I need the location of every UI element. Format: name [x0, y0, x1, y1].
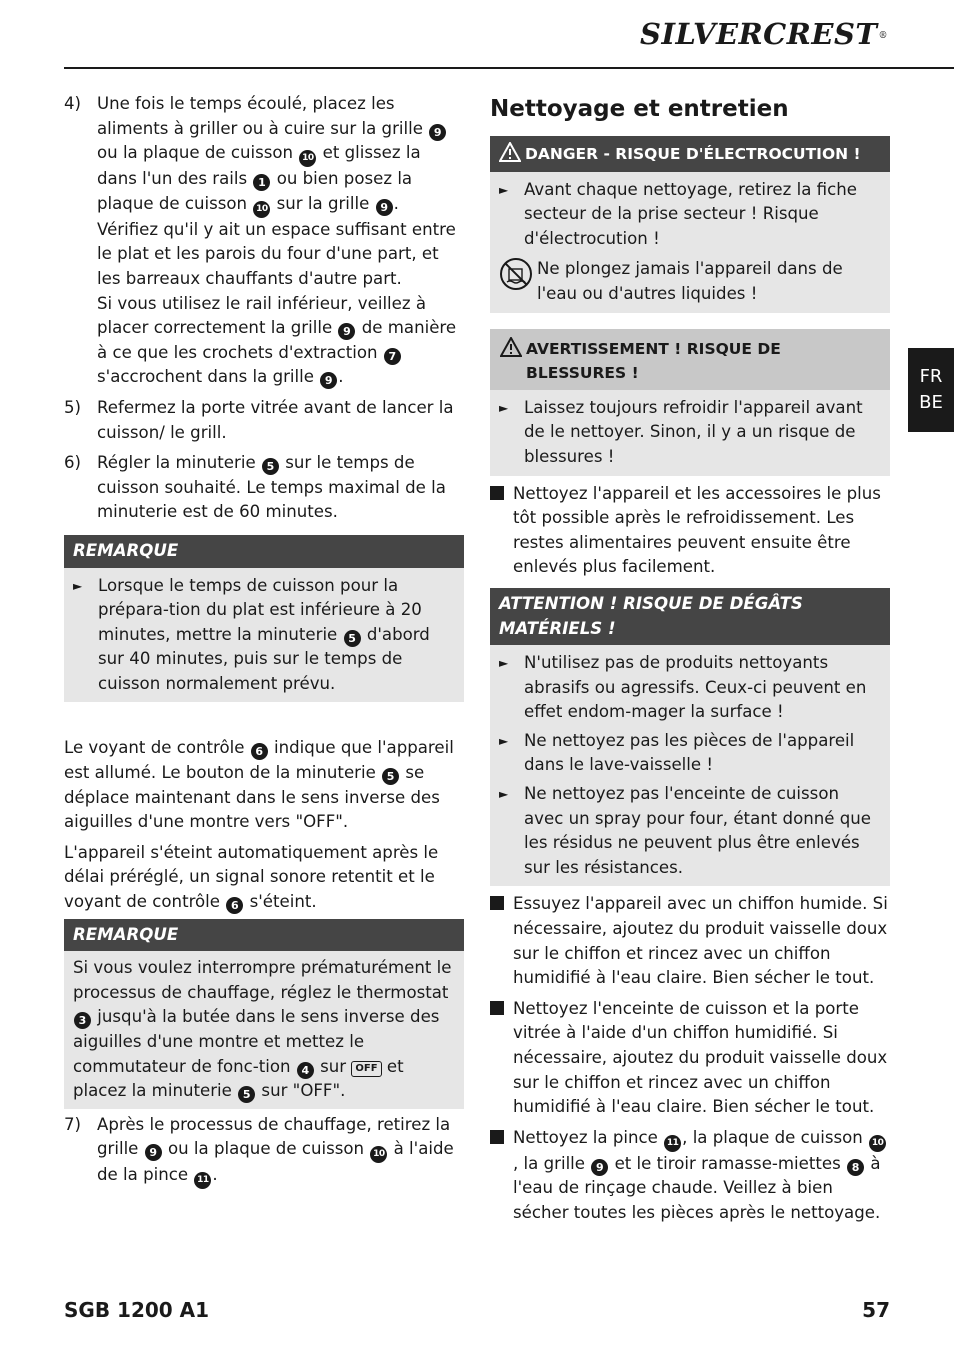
lang-fr: FR [919, 366, 943, 387]
arrow-bullet-icon: ► [73, 578, 83, 593]
danger-bullet: ► Avant chaque nettoyage, retirez la fiche secteur de la prise secteur ! Risque d'électrocution ! [499, 178, 881, 252]
arrow-bullet-icon: ► [499, 400, 509, 415]
no-immerse-row: Ne plongez jamais l'appareil dans de l'eau ou d'autres liquides ! [499, 257, 881, 306]
attention-bullet: ► N'utilisez pas de produits nettoyants abrasifs ou agressifs. Ceux-ci peuvent en effet endom-mager la surface ! [499, 651, 881, 725]
ref-badge: 5 [344, 630, 361, 647]
step-7: 7) Après le processus de chauffage, retirez la grille 9 ou la plaque de cuisson 10 à l'aide de la pince 11 . [64, 1113, 464, 1190]
paragraph-auto-off: L'appareil s'éteint automatiquement après le délai préréglé, un signal sonore retentit et le voyant de contrôle 6 s'éteint. [64, 842, 439, 913]
ref-badge: 9 [320, 372, 337, 389]
page-number: 57 [862, 1298, 890, 1322]
language-tab [908, 348, 954, 432]
no-immerse-icon [499, 257, 537, 306]
ref-badge: 1 [253, 174, 270, 191]
attention-bullet: ► Ne nettoyez pas les pièces de l'appareil dans le lave-vaisselle ! [499, 729, 881, 778]
ref-badge: 9 [591, 1159, 608, 1176]
step-4-check: Vérifiez qu'il y ait un espace suffisant entre le plat et les parois du four d'une part, et les barreaux chauffants d'autre part. [97, 219, 456, 288]
ref-badge: 6 [251, 743, 268, 760]
ref-badge: 11 [194, 1172, 211, 1189]
warning-bullet: ► Laissez toujours refroidir l'appareil avant de le nettoyer. Sinon, il y a un risque de blessures ! [499, 396, 881, 470]
ref-badge: 5 [262, 458, 279, 475]
arrow-bullet-icon: ► [499, 787, 509, 802]
square-bullet-icon [490, 997, 513, 1120]
list-item: Nettoyez l'enceinte de cuisson et la porte vitrée à l'aide d'un chiffon humidifié. Si nécessaire, ajoutez du produit vaisselle doux sur le chiffon et rincez avec un chiffon humidifié à l'eau claire. Bien sécher le tout. [490, 997, 890, 1120]
list-item: Nettoyez la pince 11 , la plaque de cuisson 10, la grille 9 et le tiroir ramasse-miettes 8 à l'eau de rinçage chaude. Veillez à bien sécher toutes les pièces après le nettoyage. [490, 1126, 890, 1226]
attention-bullet: ► Ne nettoyez pas l'enceinte de cuisson avec un spray pour four, étant donné que les résidus ne peuvent plus être enlevés sur les résistances. [499, 782, 881, 880]
step-4: 4) Une fois le temps écoulé, placez les aliments à griller ou à cuire sur la grille 9 ou la plaque de cuisson 10 et glissez la dans l'un des rails 1 ou bien posez la plaque de cuisson 10 sur la grille 9 . Vérifiez qu'il y ait un espace suffisant entre le plat et les parois du four d'une part, et les barreaux chauffants d'autre part. Si vous utilisez le rail inférieur, veillez à placer correctement la grille 9 de manière à ce que les crochets d'extraction 7 s'accrochent dans la grille 9 . [64, 92, 464, 390]
off-key-icon: OFF [351, 1061, 381, 1077]
square-bullet-icon [490, 892, 513, 990]
ref-badge: 4 [297, 1062, 314, 1079]
step-5: 5) Refermez la porte vitrée avant de lancer la cuisson/ le grill. [64, 397, 454, 442]
ref-badge: 10 [370, 1146, 387, 1163]
section-title: Nettoyage et entretien [490, 96, 789, 122]
note-box-1 [64, 535, 464, 703]
ref-badge: 5 [238, 1086, 255, 1103]
ref-badge: 5 [382, 768, 399, 785]
ref-badge: 10 [869, 1135, 886, 1152]
warning-triangle-icon [499, 142, 525, 170]
ref-badge: 9 [145, 1144, 162, 1161]
header-rule [64, 67, 954, 69]
ref-badge: 10 [299, 150, 316, 167]
ref-badge: 3 [74, 1012, 91, 1029]
ref-badge: 8 [847, 1159, 864, 1176]
arrow-bullet-icon: ► [499, 182, 509, 197]
list-item: Essuyez l'appareil avec un chiffon humide. Si nécessaire, ajoutez du produit vaisselle doux sur le chiffon et rincez avec un chiffon humidifié à l'eau claire. Bien sécher le tout. [490, 892, 890, 990]
arrow-bullet-icon: ► [499, 733, 509, 748]
square-bullet-icon [490, 1126, 513, 1226]
right-column [490, 94, 890, 1226]
paragraph-indicator: Le voyant de contrôle 6 indique que l'appareil est allumé. Le bouton de la minuterie 5 se déplace maintenant dans le sens inverse des aiguilles d'une montre vers "OFF". [64, 738, 454, 832]
danger-title: DANGER - RISQUE D'ÉLECTROCUTION ! [525, 145, 861, 163]
ref-badge: 6 [226, 897, 243, 914]
left-column [64, 92, 464, 1189]
step-6: 6) Régler la minuterie 5 sur le temps de cuisson souhaité. Le temps maximal de la minuterie est de 60 minutes. [64, 453, 446, 522]
list-item: Nettoyez l'appareil et les accessoires le plus tôt possible après le refroidissement. Les restes alimentaires peuvent ensuite être enlevés plus facilement. [490, 482, 890, 580]
arrow-bullet-icon: ► [499, 656, 509, 671]
ref-badge: 9 [429, 124, 446, 141]
ref-badge: 9 [338, 323, 355, 340]
brand-logo: SILVERCREST® [640, 17, 888, 51]
warning-title: AVERTISSEMENT ! RISQUE DE BLESSURES ! [526, 339, 781, 383]
attention-box [490, 588, 890, 887]
ref-badge: 7 [384, 348, 401, 365]
ref-badge: 9 [376, 199, 393, 216]
note-bullet: ► Lorsque le temps de cuisson pour la prépara-tion du plat est inférieure à 20 minutes, mettre la minuterie 5 d'abord sur 40 minutes, puis sur le temps de cuisson normalement prévu. [73, 574, 455, 697]
attention-title: ATTENTION ! RISQUE DE DÉGÂTS MATÉRIELS ! [490, 588, 890, 645]
warning-box [490, 329, 890, 476]
note-title: REMARQUE [64, 535, 464, 568]
note-title: REMARQUE [64, 919, 464, 952]
note-box-2: REMARQUE Si vous voulez interrompre prématurément le processus de chauffage, réglez le thermostat 3 jusqu'à la butée dans le sens inverse des aiguilles d'une montre et mettez le commutateur de fonc-tion 4 sur OFF et placez la minuterie 5 sur "OFF". [64, 919, 464, 1109]
ref-badge: 10 [253, 201, 270, 218]
danger-box [490, 136, 890, 313]
ref-badge: 11 [664, 1135, 681, 1152]
square-bullet-icon [490, 482, 513, 580]
warning-triangle-icon [500, 337, 526, 386]
footer-model: SGB 1200 A1 [64, 1298, 210, 1322]
lang-be: BE [919, 392, 943, 413]
